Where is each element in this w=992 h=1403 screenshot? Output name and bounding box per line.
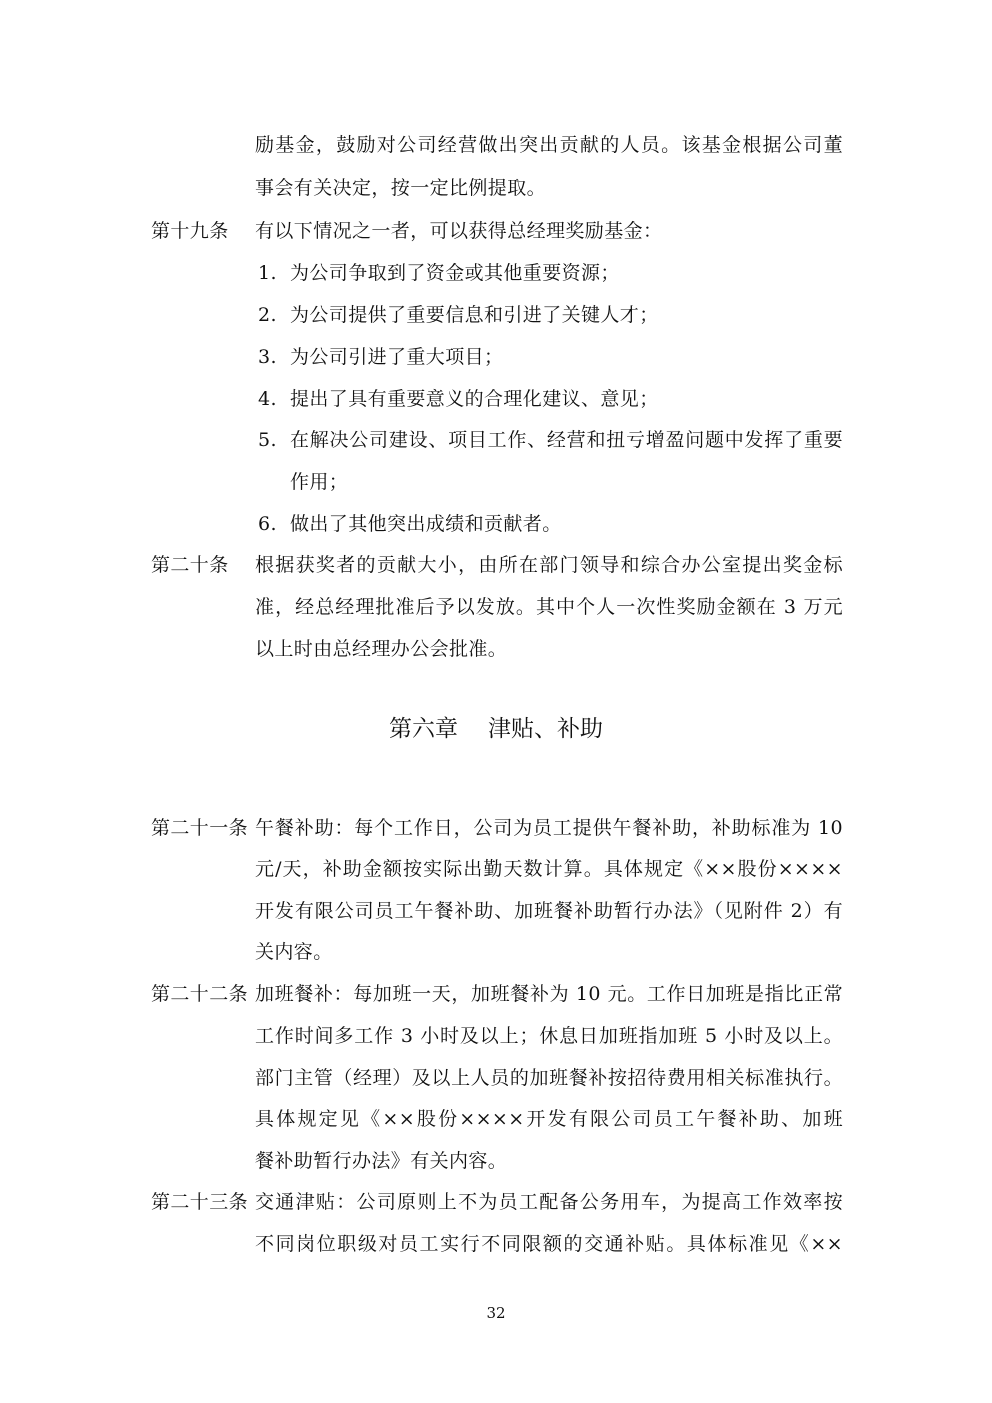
article19-intro: 有以下情况之一者，可以获得总经理奖励基金：: [255, 220, 663, 242]
article19-item-6-text: 做出了其他突出成绩和贡献者。: [290, 513, 562, 535]
article22-line-3: 部门主管（经理）及以上人员的加班餐补按招待费用相关标准执行。: [255, 1067, 843, 1089]
article19-item-6-number: 6.: [258, 513, 277, 535]
article19-item-5-text: 在解决公司建设、项目工作、经营和扭亏增盈问题中发挥了重要: [290, 429, 843, 451]
article20-line-3: 以上时由总经理办公会批准。: [255, 638, 508, 660]
article21-line-2: 元/天，补助金额按实际出勤天数计算。具体规定《××股份××××: [255, 858, 843, 880]
article19-item-2-number: 2.: [258, 304, 277, 326]
article22-line-5: 餐补助暂行办法》有关内容。: [255, 1150, 508, 1172]
article21-line-3: 开发有限公司员工午餐补助、加班餐补助暂行办法》（见附件 2）有: [255, 900, 843, 922]
chapter-title: 津贴、补助: [488, 716, 603, 742]
article22-line-1: 加班餐补：每加班一天，加班餐补为 10 元。工作日加班是指比正常: [255, 983, 843, 1005]
article19-item-4-number: 4.: [258, 388, 277, 410]
article20-line-2: 准，经总经理批准后予以发放。其中个人一次性奖励金额在 3 万元: [255, 596, 843, 618]
article19-item-5-text-cont: 作用；: [290, 471, 349, 493]
article19-item-1-text: 为公司争取到了资金或其他重要资源；: [290, 262, 620, 284]
article19-item-3-number: 3.: [258, 346, 277, 368]
article23-line-1: 交通津贴：公司原则上不为员工配备公务用车，为提高工作效率按: [255, 1191, 843, 1213]
article22-line-4: 具体规定见《××股份××××开发有限公司员工午餐补助、加班: [255, 1108, 843, 1130]
article19-item-3-text: 为公司引进了重大项目；: [290, 346, 504, 368]
article23-line-2: 不同岗位职级对员工实行不同限额的交通补贴。具体标准见《××: [255, 1233, 843, 1255]
article18-line-1: 励基金，鼓励对公司经营做出突出贡献的人员。该基金根据公司董: [255, 134, 843, 156]
article18-line-2: 事会有关决定，按一定比例提取。: [255, 177, 547, 199]
chapter-heading: [0, 714, 992, 744]
article19-item-5-number: 5.: [258, 429, 277, 451]
article19-label: 第十九条: [151, 220, 229, 242]
chapter-number: 第六章: [389, 716, 458, 742]
article19-item-1-number: 1.: [258, 262, 277, 284]
article21-line-4: 关内容。: [255, 941, 333, 963]
article20-label: 第二十条: [151, 554, 229, 576]
article22-line-2: 工作时间多工作 3 小时及以上；休息日加班指加班 5 小时及以上。: [255, 1025, 843, 1047]
article23-label: 第二十三条: [151, 1191, 249, 1213]
article21-line-1: 午餐补助：每个工作日，公司为员工提供午餐补助，补助标准为 10: [255, 817, 843, 839]
page-number: 32: [486, 1304, 506, 1322]
article19-item-4-text: 提出了具有重要意义的合理化建议、意见；: [290, 388, 659, 410]
article20-line-1: 根据获奖者的贡献大小，由所在部门领导和综合办公室提出奖金标: [255, 554, 843, 576]
article19-item-2-text: 为公司提供了重要信息和引进了关键人才；: [290, 304, 659, 326]
article21-label: 第二十一条: [151, 817, 249, 839]
article22-label: 第二十二条: [151, 983, 249, 1005]
